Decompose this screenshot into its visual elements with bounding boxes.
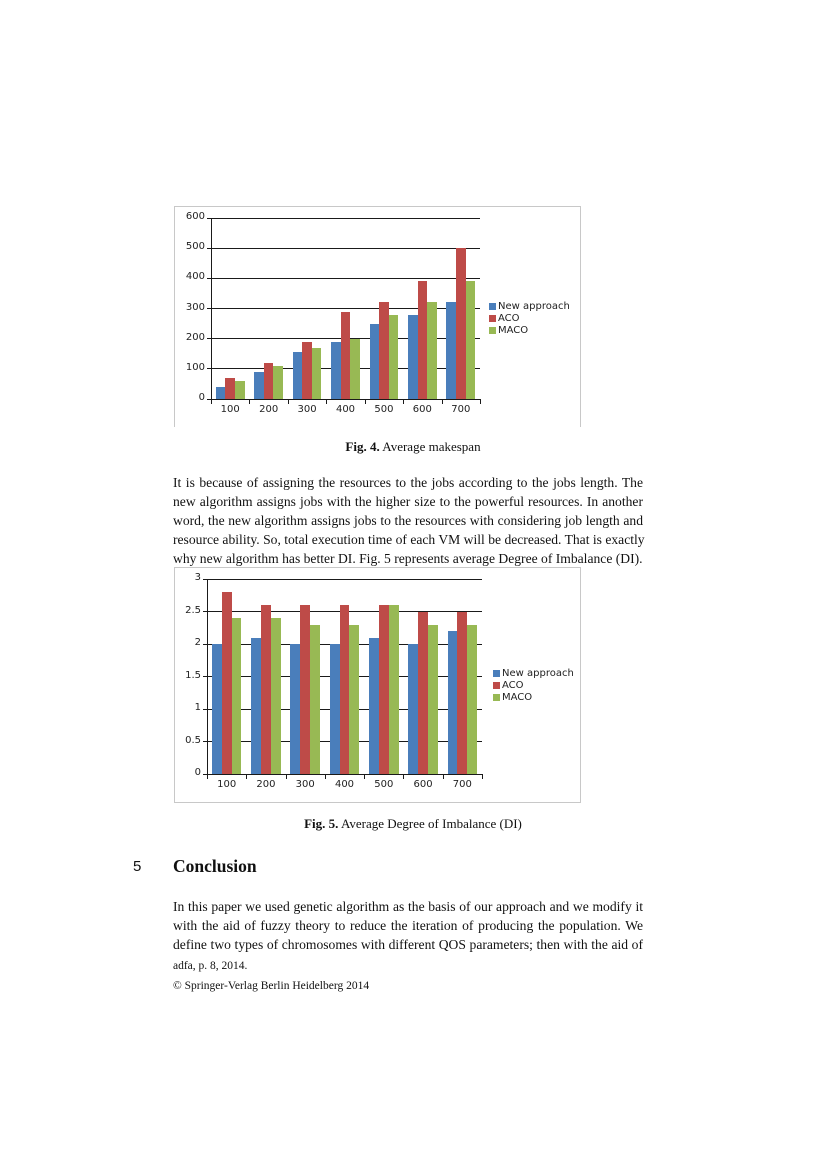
bar-maco [389, 605, 399, 774]
gridline [211, 308, 480, 309]
text-line: resource ability. So, total execution time of each VM will be decreased. That is exactly [173, 532, 645, 547]
x-tick-label: 100 [217, 779, 237, 790]
section-number: 5 [133, 858, 142, 875]
text-line: It is because of assigning the resources to the jobs according to the jobs length. The [173, 475, 643, 490]
y-tick-label: 200 [185, 331, 205, 343]
bar-aco [225, 378, 235, 399]
gridline [211, 278, 480, 279]
x-tick-label: 500 [374, 404, 394, 415]
legend-label: ACO [498, 312, 520, 324]
x-tick-label: 400 [335, 404, 356, 415]
bar-new-approach [330, 644, 340, 774]
bar-aco [418, 281, 428, 399]
bar-new-approach [370, 324, 380, 399]
bar-aco [302, 342, 312, 399]
legend-item-aco [493, 679, 574, 691]
x-tick-label: 200 [256, 779, 276, 790]
y-tick-label: 500 [185, 241, 205, 253]
figure-label: Fig. 5. [304, 816, 339, 831]
legend-label: ACO [502, 679, 524, 691]
y-tick-label: 2.5 [185, 604, 201, 616]
x-tick [480, 399, 481, 404]
text-line: word, the new algorithm assigns jobs to the resources with considering job length and [173, 513, 643, 528]
gridline [211, 218, 480, 219]
bar-maco [312, 348, 322, 399]
legend-item-maco [493, 691, 574, 703]
bar-aco [222, 592, 232, 774]
bar-aco [379, 302, 389, 399]
x-tick-label: 500 [374, 779, 394, 790]
x-tick-label: 600 [413, 779, 433, 790]
bar-maco [389, 315, 399, 399]
bar-maco [273, 366, 283, 399]
bar-new-approach [446, 302, 456, 399]
bar-maco [467, 625, 477, 775]
text-line: why new algorithm has better DI. Fig. 5 represents average Degree of Imbalance (DI). [173, 551, 643, 566]
legend-swatch-blue [489, 303, 496, 310]
bar-aco [379, 605, 389, 774]
bar-new-approach [251, 638, 261, 775]
bar-maco [466, 281, 476, 399]
bar-maco [310, 625, 320, 775]
legend-item-new-approach [493, 667, 574, 679]
section-title: Conclusion [173, 856, 257, 876]
bar-new-approach [216, 387, 226, 399]
x-tick-label: 400 [334, 779, 355, 790]
bar-new-approach [254, 372, 264, 399]
bar-new-approach [448, 631, 458, 774]
y-axis [211, 218, 212, 399]
figure-4-caption [0, 439, 826, 455]
bar-aco [340, 605, 350, 774]
text-line: define two types of chromosomes with different QOS parameters; then with the aid of [173, 937, 643, 952]
y-tick-label: 400 [185, 271, 205, 283]
bar-aco [456, 248, 466, 399]
bar-aco [300, 605, 310, 774]
y-tick-label: 2 [194, 637, 201, 648]
bar-aco [457, 612, 467, 775]
figure-5-legend [493, 667, 574, 703]
x-tick-label: 300 [297, 404, 317, 415]
y-tick-label: 100 [185, 361, 205, 373]
x-tick-label: 600 [412, 404, 432, 415]
figure-caption-text: Average makespan [382, 439, 481, 454]
bar-new-approach [290, 644, 300, 774]
y-tick-label: 0 [198, 392, 205, 403]
legend-swatch-green [489, 327, 496, 334]
x-tick-label: 700 [451, 404, 471, 415]
y-axis [207, 579, 208, 774]
figure-4-chart [174, 206, 581, 427]
y-tick-label: 600 [185, 211, 205, 222]
bar-maco [428, 625, 438, 775]
text-line: In this paper we used genetic algorithm as the basis of our approach and we modify it [173, 899, 643, 914]
legend-swatch-blue [493, 670, 500, 677]
bar-maco [235, 381, 245, 399]
legend-label: MACO [498, 324, 529, 336]
x-tick-label: 700 [452, 779, 472, 790]
y-tick-label: 3 [194, 572, 201, 583]
bar-maco [271, 618, 281, 774]
gridline [211, 248, 480, 249]
bar-new-approach [408, 644, 418, 774]
legend-item-maco [489, 324, 570, 336]
y-tick-label: 1.5 [185, 669, 201, 681]
bar-maco [232, 618, 242, 774]
bar-aco [418, 612, 428, 775]
y-tick-label: 0.5 [185, 734, 201, 746]
legend-swatch-red [493, 682, 500, 689]
bar-aco [341, 312, 351, 399]
x-tick-label: 300 [295, 779, 315, 790]
figure-5-chart [174, 567, 581, 803]
figure-caption-text: Average Degree of Imbalance (DI) [340, 816, 522, 831]
bar-new-approach [293, 352, 303, 399]
figure-4-plot-area [185, 211, 480, 415]
bar-new-approach [369, 638, 379, 775]
body-paragraph [173, 473, 643, 568]
figure-5-caption [0, 816, 826, 832]
figure-5-plot-area [185, 572, 482, 790]
y-tick-label: 0 [194, 767, 201, 778]
legend-label: New approach [502, 667, 574, 679]
legend-item-aco [489, 312, 570, 324]
footer-citation: adfa, p. 8, 2014. [173, 960, 248, 972]
legend-label: MACO [502, 691, 533, 703]
x-tick [482, 774, 483, 779]
x-tick-label: 200 [259, 404, 279, 415]
figure-4-legend [489, 300, 570, 336]
gridline [207, 579, 482, 580]
bar-aco [261, 605, 271, 774]
bar-new-approach [212, 644, 222, 774]
bar-maco [350, 339, 360, 399]
footer-copyright: © Springer-Verlag Berlin Heidelberg 2014 [173, 980, 370, 992]
bar-new-approach [408, 315, 418, 399]
legend-label: New approach [498, 300, 570, 312]
figure-label: Fig. 4. [345, 439, 380, 454]
x-tick-label: 100 [220, 404, 240, 415]
text-line: new algorithm assigns jobs with the higher size to the powerful resources. In another [173, 494, 643, 509]
legend-swatch-green [493, 694, 500, 701]
conclusion-paragraph [173, 897, 643, 954]
bar-maco [427, 302, 437, 399]
y-tick-label: 1 [194, 702, 201, 713]
text-line: with the aid of fuzzy theory to reduce the iteration of producing the population. We [173, 918, 643, 933]
legend-item-new-approach [489, 300, 570, 312]
bar-aco [264, 363, 274, 399]
y-tick-label: 300 [185, 301, 205, 313]
legend-swatch-red [489, 315, 496, 322]
bar-maco [349, 625, 359, 775]
bar-new-approach [331, 342, 341, 399]
